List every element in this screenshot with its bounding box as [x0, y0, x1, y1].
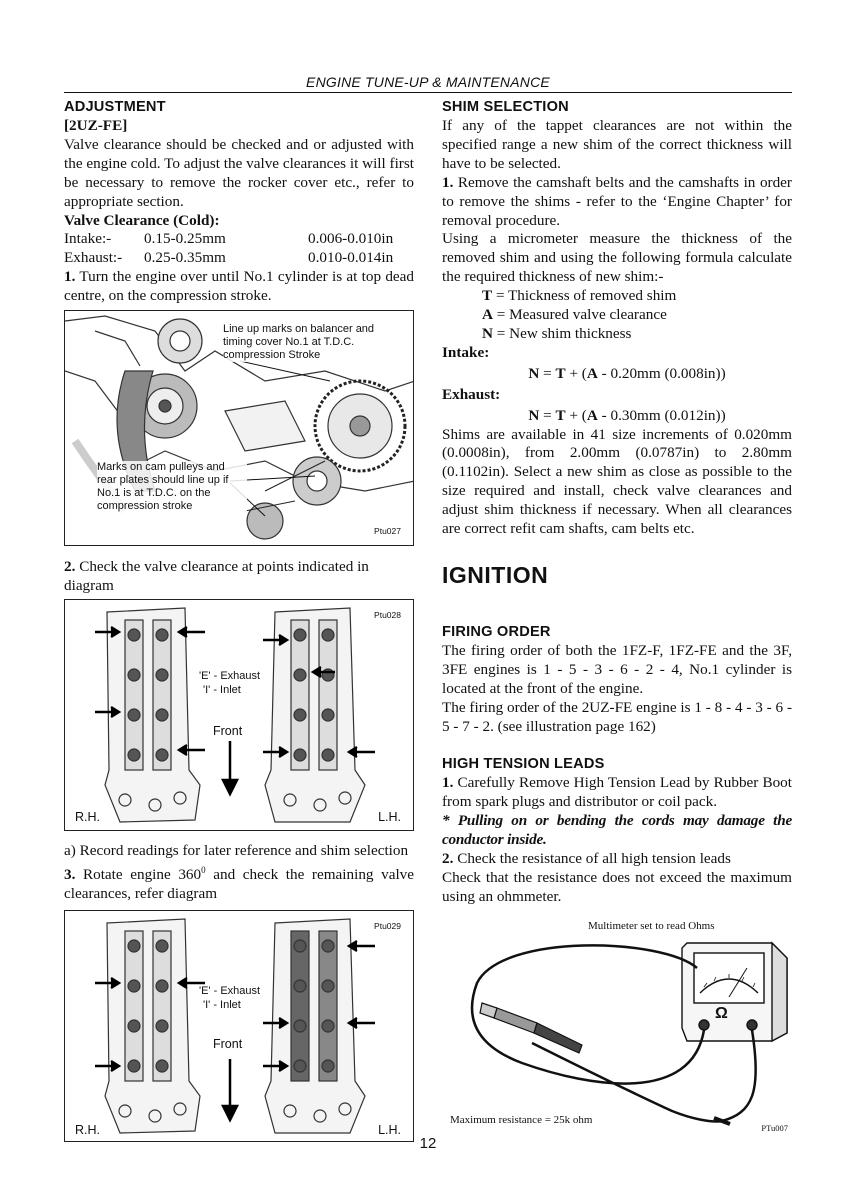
formula-part: - 0.30mm (0.012in)): [597, 406, 726, 424]
firing-text-1: The firing order of both the 1FZ-F, 1FZ-FE and the 3F, 3FE engines is 1 - 5 - 3 - 6 - 2 - 4, No.1 cylinder is located at the front of the engine.: [442, 641, 792, 697]
figure-valve-points-1: [64, 599, 414, 831]
ht-warning: * Pulling on or bending the cords may damage the conductor inside.: [442, 812, 792, 849]
clearance-row-exhaust: [64, 249, 414, 268]
shim-step-1: [442, 174, 792, 231]
step-text: Turn the engine over until No.1 cylinder is at top dead centre, on the compression stroke.: [64, 268, 414, 305]
shim-sizes: Shims are available in 41 size increments of 0.020mm (0.0008in), from 2.00mm (0.0787in) to 2.80mm (0.1102in). Select a new shim as close as possible to the size required and install, check valve clearances and adjust shim thickness if necessary. When all clearances are correct refit cam shafts, cam belts etc.: [442, 425, 792, 538]
symbol: A: [586, 406, 598, 424]
step-a: a) Record readings for later reference and shim selection: [64, 841, 409, 859]
symbol: N: [482, 324, 493, 342]
page-header: ENGINE TUNE-UP & MAINTENANCE: [306, 74, 550, 90]
symbol: T: [482, 287, 493, 305]
rh-label: R.H.: [75, 1122, 100, 1137]
clearance-mm: 0.15-0.25mm: [144, 230, 226, 248]
clearance-mm: 0.25-0.35mm: [144, 249, 226, 267]
step-text: Check the resistance of all high tension leads: [453, 850, 731, 868]
cylinder-heads-illustration: [65, 600, 414, 831]
formula-part: =: [539, 406, 556, 424]
symbol: N: [528, 406, 540, 424]
figure-multimeter: [442, 913, 792, 1135]
rh-label: R.H.: [75, 809, 100, 824]
figure-ref: Ptu028: [374, 609, 401, 620]
intake-formula: [442, 365, 792, 384]
step-number: 1.: [442, 774, 454, 792]
step-1: [64, 268, 414, 306]
degree-sup: 0: [201, 864, 206, 875]
multimeter-illustration: [442, 913, 792, 1135]
model-label: [2UZ-FE]: [64, 117, 128, 134]
symbol: T: [555, 406, 566, 424]
shim-intro: If any of the tappet clearances are not within the specified range a new shim of the correct thickness will have to be selected.: [442, 117, 792, 172]
ht-step-1: [442, 774, 792, 812]
legend-inlet: 'I' - Inlet: [203, 998, 241, 1011]
ohm-icon: Ω: [715, 1004, 728, 1022]
legend-exhaust: 'E' - Exhaust: [199, 669, 261, 682]
max-resistance-caption: Maximum resistance = 25k ohm: [450, 1113, 593, 1126]
ht-check: Check that the resistance does not exceed the maximum using an ohmmeter.: [442, 869, 792, 905]
front-label: Front: [213, 1035, 242, 1054]
clearance-label: Exhaust:-: [64, 249, 123, 267]
adjustment-heading: ADJUSTMENT: [64, 99, 166, 115]
shim-micrometer: Using a micrometer measure the thickness of the removed shim and using the following formula calculate the required thickness of new shim:-: [442, 230, 792, 286]
step-number: 2.: [64, 558, 76, 576]
firing-text-2: The firing order of the 2UZ-FE engine is 1 - 8 - 4 - 3 - 6 - 5 - 7 - 2. (see illustration page 162): [442, 698, 792, 735]
symbol: A: [586, 364, 598, 382]
formula-part: =: [539, 364, 556, 382]
step-3: [64, 861, 414, 904]
formula-part: + (: [565, 406, 587, 424]
ignition-heading: IGNITION: [442, 561, 549, 588]
step-number: 1.: [64, 268, 76, 286]
symbol: N: [528, 364, 540, 382]
step-text: Remove the camshaft belts and the camshafts in order to remove the shims - refer to the ‘Engine Chapter’ for removal procedure.: [442, 173, 792, 229]
front-label: Front: [213, 722, 242, 741]
adjustment-intro: Valve clearance should be checked and or adjusted with the engine cold. To adjust the valve clearances it will first be necessary to remove the rocker cover etc., refer to appropriate section.: [64, 135, 414, 210]
legend-inlet: 'I' - Inlet: [203, 683, 241, 696]
definition-a: [442, 306, 792, 325]
formula-part: + (: [565, 364, 587, 382]
symbol: T: [555, 364, 566, 382]
figure-ref: Ptu029: [374, 920, 401, 931]
lh-label: L.H.: [378, 809, 401, 824]
step-number: 1.: [442, 173, 454, 191]
clearance-heading: Valve Clearance (Cold):: [64, 211, 220, 229]
definition-text: = New shim thickness: [492, 324, 632, 342]
firing-order-heading: FIRING ORDER: [442, 623, 551, 640]
step-2: [64, 558, 414, 596]
intake-label: Intake:: [442, 343, 490, 361]
clearance-label: Intake:-: [64, 230, 112, 248]
definition-t: [442, 287, 792, 306]
figure-ref: Ptu027: [374, 526, 401, 537]
figure-timing-marks: [64, 310, 414, 546]
figure-caption-bottom: Marks on cam pulleys and rear plates should line up if No.1 is at T.D.C. on the compression stroke: [97, 461, 247, 513]
page-number: 12: [419, 1135, 437, 1152]
ht-leads-heading: HIGH TENSION LEADS: [442, 756, 605, 773]
legend-exhaust: 'E' - Exhaust: [199, 984, 261, 997]
step-text: and check the remaining valve clearances, refer diagram: [64, 865, 414, 902]
figure-caption-top: Line up marks on balancer and timing cover No.1 at T.D.C. compression Stroke: [223, 323, 391, 362]
header-rule: [64, 92, 792, 93]
symbol: A: [482, 306, 493, 324]
ht-step-2: [442, 850, 792, 869]
right-column: [442, 98, 792, 1135]
definition-text: = Measured valve clearance: [492, 306, 667, 324]
definition-n: [442, 325, 792, 344]
clearance-row-intake: [64, 230, 414, 249]
figure-ref: PTu007: [761, 1122, 788, 1133]
step-number: 3.: [64, 865, 76, 883]
step-text: Carefully Remove High Tension Lead by Rubber Boot from spark plugs and distributor or coil pack.: [442, 774, 792, 811]
left-column: [64, 98, 414, 1142]
cylinder-heads-illustration: [65, 911, 414, 1142]
figure-valve-points-2: [64, 910, 414, 1142]
exhaust-label: Exhaust:: [442, 385, 501, 403]
clearance-inch: 0.010-0.014in: [308, 249, 394, 267]
exhaust-formula: [442, 407, 792, 426]
lh-label: L.H.: [378, 1122, 401, 1137]
clearance-inch: 0.006-0.010in: [308, 230, 394, 248]
step-text: Check the valve clearance at points indicated in diagram: [64, 558, 369, 594]
formula-part: - 0.20mm (0.008in)): [597, 364, 726, 382]
step-number: 2.: [442, 850, 454, 868]
meter-caption: Multimeter set to read Ohms: [588, 919, 715, 932]
step-text: Rotate engine 360: [75, 865, 202, 883]
shim-heading: SHIM SELECTION: [442, 99, 569, 115]
definition-text: = Thickness of removed shim: [492, 287, 677, 305]
